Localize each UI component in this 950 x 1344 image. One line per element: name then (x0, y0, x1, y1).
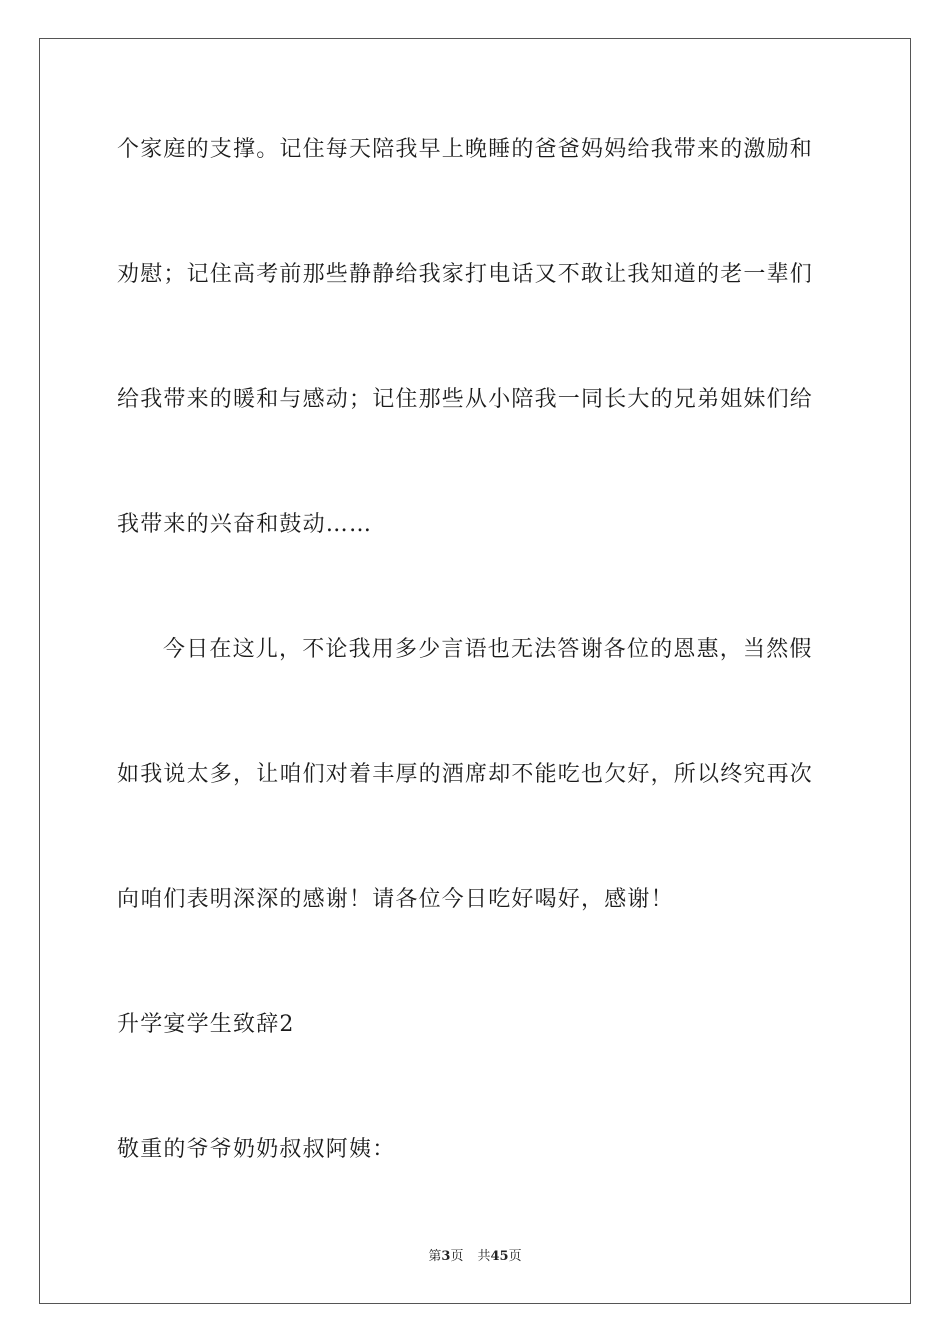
total-pages-number: 45 (490, 1249, 509, 1264)
body-line-7: 向咱们表明深深的感谢！请各位今日吃好喝好，感谢！ (117, 887, 674, 912)
body-line-3: 给我带来的暖和与感动；记住那些从小陪我一同长大的兄弟姐妹们给 (117, 387, 814, 412)
current-page-number: 3 (441, 1249, 451, 1264)
footer-prefix: 第 (428, 1249, 442, 1264)
body-line-6: 如我说太多，让咱们对着丰厚的酒席却不能吃也欠好，所以终究再次 (117, 762, 814, 787)
salutation-line: 敬重的爷爷奶奶叔叔阿姨： (117, 1137, 396, 1162)
footer-total-prefix: 共 (477, 1249, 491, 1264)
body-line-5: 今日在这儿，不论我用多少言语也无法答谢各位的恩惠，当然假 (163, 637, 813, 662)
page-frame (39, 38, 911, 1304)
footer-total-unit: 页 (508, 1249, 522, 1264)
footer-page-unit: 页 (450, 1249, 464, 1264)
body-line-4: 我带来的兴奋和鼓动…… (117, 512, 373, 537)
body-line-2: 劝慰；记住高考前那些静静给我家打电话又不敢让我知道的老一辈们 (117, 262, 814, 287)
page-footer (0, 1248, 950, 1266)
section-heading: 升学宴学生致辞2 (117, 1012, 295, 1037)
body-line-1: 个家庭的支撑。记住每天陪我早上晚睡的爸爸妈妈给我带来的激励和 (117, 137, 814, 162)
